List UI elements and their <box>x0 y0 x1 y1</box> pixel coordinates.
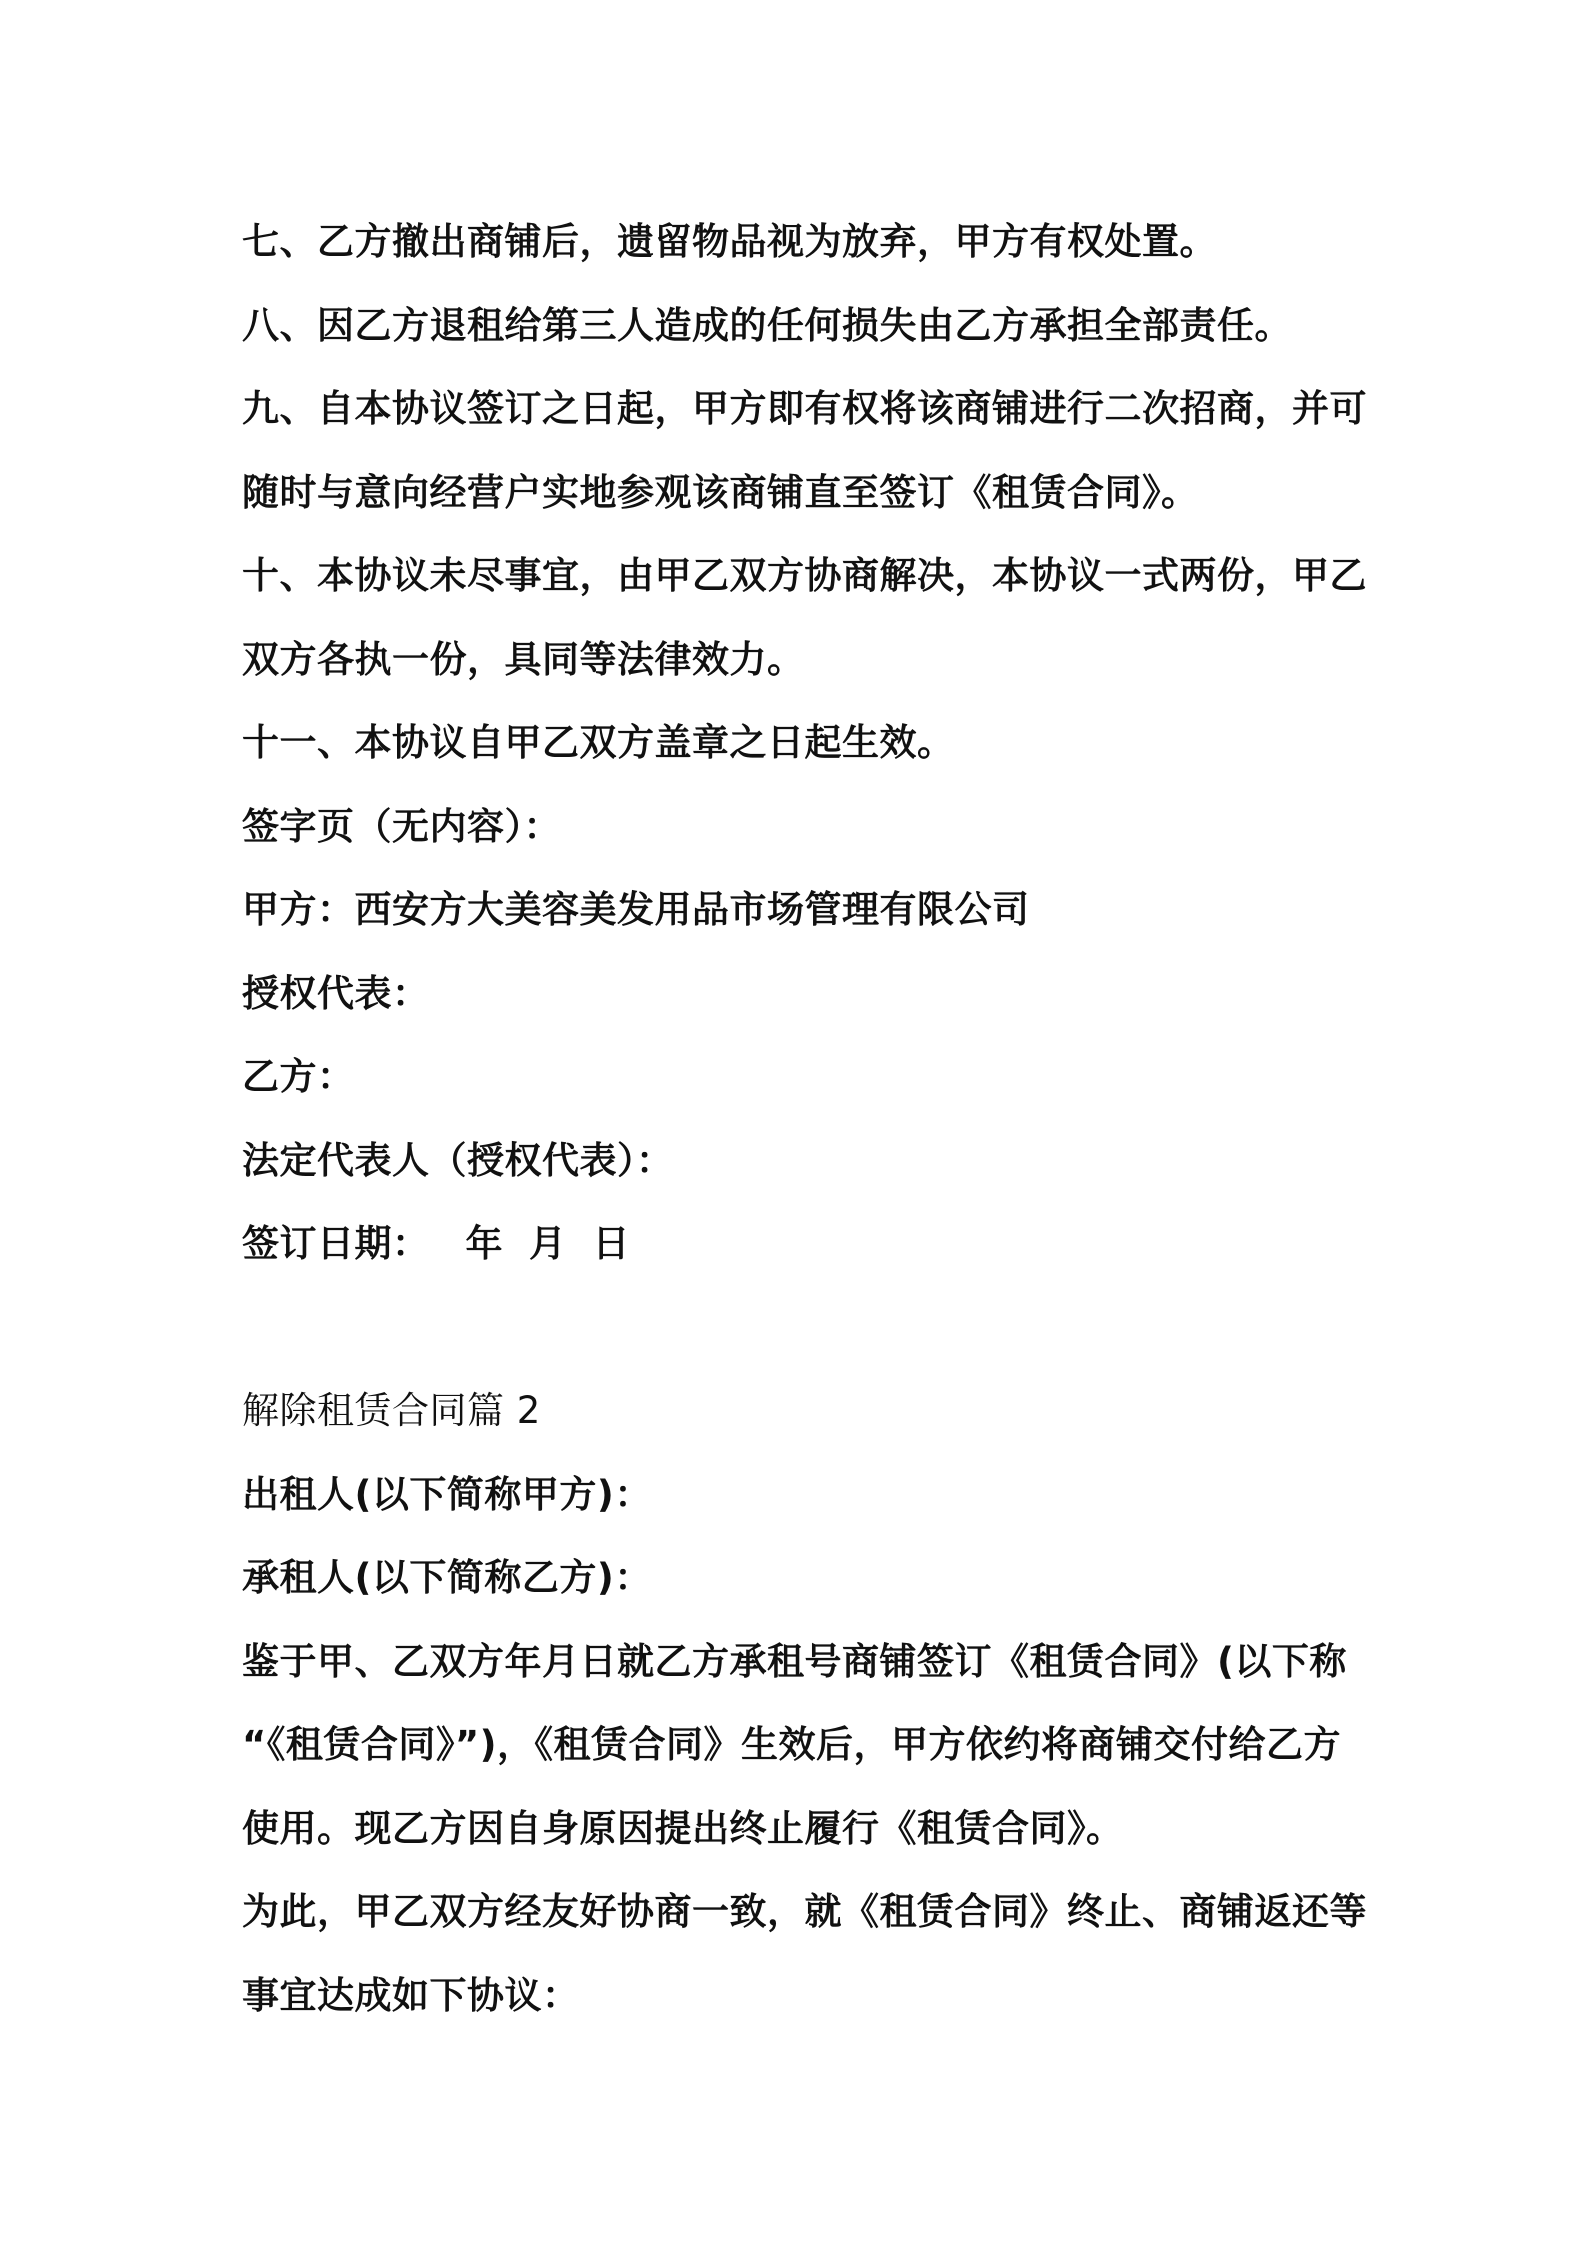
sign-date-month: 月 <box>529 1222 567 1265</box>
recital-line-3: 使用。现乙方因自身原因提出终止履行《租赁合同》。 <box>242 1806 1124 1850</box>
clause-9-line-1: 九、自本协议签订之日起，甲方即有权将该商铺进行二次招商，并可 <box>242 387 1367 430</box>
legal-rep-line: 法定代表人（授权代表）： <box>242 1138 674 1182</box>
lessor-line: 出租人(以下简称甲方)： <box>242 1472 652 1516</box>
clause-8: 八、因乙方退租给第三人造成的任何损失由乙方承担全部责任。 <box>242 303 1292 347</box>
party-b-line: 乙方： <box>242 1055 355 1098</box>
document-body <box>242 200 1367 2037</box>
section-gap <box>242 1286 1352 1370</box>
clause-11: 十一、本协议自甲乙双方盖章之日起生效。 <box>242 721 955 764</box>
agreement-line-2: 事宜达成如下协议： <box>242 1973 580 2017</box>
agreement-line-1: 为此，甲乙双方经友好协商一致，就《租赁合同》终止、商铺返还等 <box>242 1890 1367 1933</box>
clause-7: 七、乙方撤出商铺后，遗留物品视为放弃，甲方有权处置。 <box>242 220 1217 263</box>
section-2-title: 解除租赁合同篇 2 <box>242 1389 541 1432</box>
clause-10-line-1: 十、本协议未尽事宜，由甲乙双方协商解决，本协议一式两份，甲乙 <box>242 554 1367 597</box>
sign-date-year: 年 <box>465 1222 503 1265</box>
recital-line-1: 鉴于甲、乙双方年月日就乙方承租号商铺签订《租赁合同》(以下称 <box>242 1639 1347 1683</box>
authorized-rep-line: 授权代表： <box>242 971 430 1015</box>
sign-date-line <box>242 1202 1352 1286</box>
signature-page-label: 签字页（无内容）： <box>242 804 561 848</box>
clause-9-line-2: 随时与意向经营户实地参观该商铺直至签订《租赁合同》。 <box>242 470 1199 514</box>
party-a-line: 甲方：西安方大美容美发用品市场管理有限公司 <box>242 888 1030 931</box>
sign-date-label: 签订日期： <box>242 1222 430 1265</box>
sign-date-day: 日 <box>592 1222 630 1265</box>
lessee-line: 承租人(以下简称乙方)： <box>242 1556 652 1599</box>
clause-10-line-2: 双方各执一份，具同等法律效力。 <box>242 637 805 681</box>
recital-line-2: “《租赁合同》”)，《租赁合同》生效后，甲方依约将商铺交付给乙方 <box>242 1723 1342 1766</box>
